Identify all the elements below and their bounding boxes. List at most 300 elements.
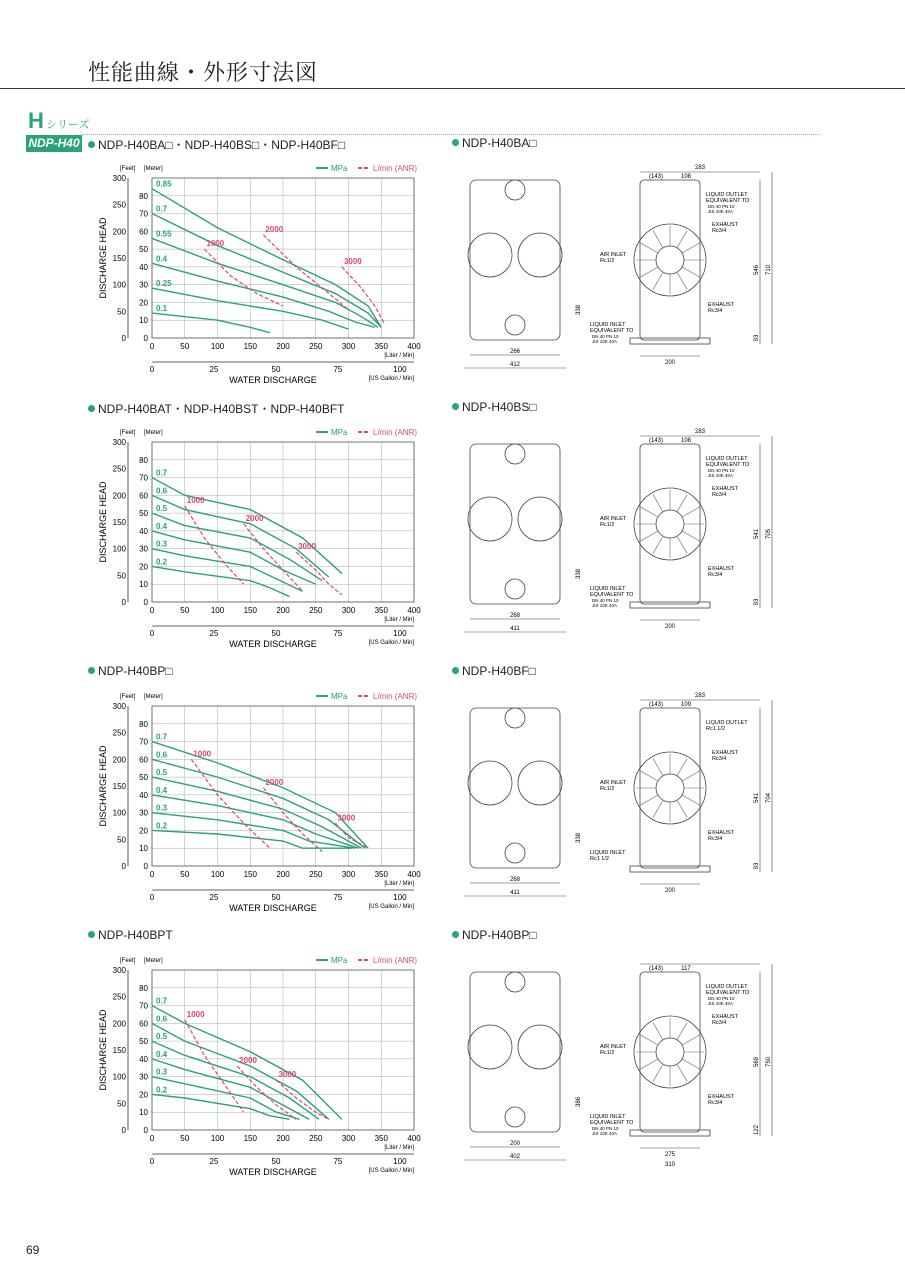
front-dim-label: 266 bbox=[509, 349, 521, 355]
legend-flow-label: L/min (ANR) bbox=[373, 956, 418, 965]
feet-tick-label: 100 bbox=[112, 280, 126, 290]
front-dim-label: 411 bbox=[510, 626, 520, 632]
gallon-tick-label: 50 bbox=[271, 893, 281, 902]
callout-label: DN 40 PN 10 bbox=[592, 334, 619, 339]
meter-tick-label: 30 bbox=[139, 280, 148, 290]
liter-tick-label: 250 bbox=[309, 870, 323, 879]
feet-tick-label: 300 bbox=[112, 174, 126, 183]
meter-tick-label: 50 bbox=[139, 509, 148, 519]
chamber-rib bbox=[653, 231, 663, 248]
front-dim-label: 402 bbox=[509, 1154, 521, 1160]
chamber-rib bbox=[653, 759, 663, 776]
mpa-curve-label: 0.5 bbox=[156, 504, 168, 514]
mpa-curve-label: 0.4 bbox=[156, 785, 168, 795]
callout-label: JIS 10K 40A bbox=[708, 473, 734, 478]
meter-tick-label: 30 bbox=[139, 808, 148, 818]
mpa-curve-label: 0.1 bbox=[156, 304, 168, 314]
chamber-rib bbox=[653, 800, 663, 817]
meter-tick-label: 20 bbox=[139, 826, 148, 836]
mpa-curve bbox=[152, 566, 290, 596]
mpa-curve-label: 0.55 bbox=[156, 229, 172, 239]
feet-tick-label: 300 bbox=[112, 438, 126, 447]
side-dim-label: 200 bbox=[664, 624, 676, 630]
meter-tick-label: 60 bbox=[139, 1019, 148, 1029]
feet-tick-label: 150 bbox=[112, 254, 126, 263]
chamber-rib bbox=[682, 795, 699, 805]
liter-tick-label: 100 bbox=[210, 1134, 225, 1143]
callout-label: Rc3/4 bbox=[712, 1020, 727, 1026]
side-dim-label: 705 bbox=[766, 528, 772, 540]
x-axis-label: WATER DISCHARGE bbox=[229, 375, 317, 385]
gallon-tick-label: 25 bbox=[209, 1157, 219, 1166]
meter-tick-label: 40 bbox=[139, 790, 148, 800]
liter-tick-label: 100 bbox=[210, 342, 225, 351]
meter-tick-label: 80 bbox=[139, 455, 148, 465]
liter-tick-label: 0 bbox=[149, 342, 155, 351]
gallon-tick-label: 100 bbox=[393, 893, 407, 902]
feet-tick-label: 100 bbox=[112, 1072, 126, 1082]
chart-title-4 bbox=[88, 928, 173, 942]
performance-chart-4 bbox=[94, 950, 424, 1178]
mpa-curve-label: 0.6 bbox=[156, 486, 168, 496]
feet-tick-label: 100 bbox=[112, 808, 126, 818]
chamber-rib bbox=[653, 1023, 663, 1040]
flow-line-label: 3000 bbox=[343, 256, 362, 266]
gallon-tick-label: 100 bbox=[393, 365, 407, 374]
liter-tick-label: 150 bbox=[243, 342, 257, 351]
feet-tick-label: 300 bbox=[112, 966, 126, 975]
chamber-rib bbox=[653, 272, 663, 289]
callout-label: Rc1/2 bbox=[600, 786, 615, 792]
chamber-rib bbox=[653, 536, 663, 553]
meter-tick-label: 0 bbox=[143, 334, 148, 343]
side-dim-label: 93 bbox=[754, 862, 760, 870]
chamber-rib bbox=[641, 531, 658, 541]
meter-tick-label: 20 bbox=[139, 1090, 148, 1100]
liter-tick-label: 0 bbox=[149, 1134, 155, 1143]
page-number: 69 bbox=[26, 1243, 40, 1257]
chamber-rib bbox=[653, 1064, 663, 1081]
chart-title-text: NDP-H40BA□・NDP-H40BS□・NDP-H40BF□ bbox=[98, 138, 346, 152]
dimension-drawing-1 bbox=[460, 160, 790, 390]
front-dim-label: 268 bbox=[509, 613, 521, 619]
base-plate bbox=[630, 338, 710, 344]
side-dim-label: 108 bbox=[680, 438, 692, 444]
liter-unit-label: [Liter / Min] bbox=[384, 353, 414, 359]
meter-tick-label: 10 bbox=[139, 844, 148, 854]
air-chamber-hub bbox=[656, 246, 684, 274]
callout-label: LIQUID INLET bbox=[590, 322, 626, 328]
dimension-drawing-2 bbox=[460, 424, 790, 654]
feet-unit-label: [Feet] bbox=[120, 430, 136, 436]
side-dim-label: (143) bbox=[648, 702, 664, 708]
flow-line-label: 2000 bbox=[239, 1056, 257, 1065]
side-dim-label: 386 bbox=[576, 1096, 582, 1108]
gallon-tick-label: 50 bbox=[271, 1157, 281, 1166]
flow-line bbox=[296, 552, 342, 595]
feet-unit-label: [Feet] bbox=[120, 694, 136, 700]
feet-tick-label: 200 bbox=[112, 1019, 126, 1029]
front-dim-label: 268 bbox=[509, 877, 521, 883]
gallon-tick-label: 75 bbox=[333, 629, 343, 638]
meter-tick-label: 70 bbox=[139, 737, 148, 747]
mpa-curve-label: 0.2 bbox=[156, 1085, 168, 1095]
gallon-tick-label: 25 bbox=[209, 629, 219, 638]
drawing-title-text: NDP-H40BS□ bbox=[462, 400, 537, 414]
mpa-curve-label: 0.2 bbox=[156, 557, 168, 567]
liter-tick-label: 150 bbox=[243, 606, 257, 615]
side-dim-label: 310 bbox=[664, 1162, 676, 1168]
liter-tick-label: 300 bbox=[341, 1134, 356, 1143]
mpa-curve-label: 0.3 bbox=[156, 1067, 168, 1077]
feet-tick-label: 150 bbox=[112, 1046, 126, 1055]
feet-tick-label: 150 bbox=[112, 518, 126, 527]
meter-tick-label: 50 bbox=[139, 1037, 148, 1047]
mpa-curve-label: 0.85 bbox=[156, 179, 172, 189]
mpa-curve-label: 0.4 bbox=[156, 521, 168, 531]
liter-tick-label: 250 bbox=[309, 1134, 323, 1143]
mpa-curve-label: 0.3 bbox=[156, 539, 168, 549]
chamber-rib bbox=[682, 267, 699, 277]
mpa-curve bbox=[152, 313, 270, 333]
callout-label: EXHAUST bbox=[708, 1094, 734, 1100]
liter-tick-label: 200 bbox=[276, 606, 290, 615]
flow-line bbox=[276, 1080, 328, 1119]
liter-tick-label: 400 bbox=[407, 1134, 421, 1143]
callout-label: EXHAUST bbox=[708, 302, 734, 308]
feet-tick-label: 50 bbox=[117, 1099, 126, 1109]
meter-tick-label: 30 bbox=[139, 544, 148, 554]
callout-label: AIR INLET bbox=[600, 780, 627, 786]
bullet-icon bbox=[88, 405, 95, 412]
meter-tick-label: 80 bbox=[139, 191, 148, 201]
callout-label: Rc1 1/2 bbox=[706, 726, 725, 732]
feet-tick-label: 0 bbox=[121, 334, 126, 343]
chamber-rib bbox=[682, 1059, 699, 1069]
mpa-curve-label: 0.7 bbox=[156, 468, 168, 478]
side-dim-label: 541 bbox=[754, 528, 760, 540]
callout-label: Rc3/4 bbox=[708, 1100, 723, 1106]
page-title: 性能曲線・外形寸法図 bbox=[88, 61, 319, 86]
meter-unit-label: [Meter] bbox=[144, 166, 163, 172]
chamber-rib bbox=[677, 759, 687, 776]
meter-tick-label: 70 bbox=[139, 1001, 148, 1011]
front-dim-label: 411 bbox=[510, 890, 520, 896]
feet-tick-label: 200 bbox=[112, 491, 126, 501]
mpa-curve-label: 0.7 bbox=[156, 204, 168, 214]
feet-tick-label: 250 bbox=[112, 464, 126, 474]
diaphragm-left bbox=[468, 761, 512, 805]
mpa-curve bbox=[152, 795, 358, 848]
meter-tick-label: 70 bbox=[139, 473, 148, 483]
callout-label: Rc1/2 bbox=[600, 522, 615, 528]
meter-tick-label: 30 bbox=[139, 1072, 148, 1082]
callout-label: DN 40 PN 10 bbox=[592, 1126, 619, 1131]
liter-tick-label: 200 bbox=[276, 870, 290, 879]
liter-tick-label: 50 bbox=[180, 1134, 190, 1143]
feet-tick-label: 200 bbox=[112, 227, 126, 237]
liter-tick-label: 100 bbox=[210, 606, 225, 615]
feet-tick-label: 50 bbox=[117, 307, 126, 317]
callout-label: DN 40 PN 10 bbox=[708, 996, 735, 1001]
diaphragm-left bbox=[468, 497, 512, 541]
outlet-flange bbox=[505, 972, 525, 992]
gallon-unit-label: [US Gallon / Min] bbox=[368, 904, 414, 910]
callout-label: Rc1 1/2 bbox=[590, 856, 609, 862]
diaphragm-left bbox=[468, 1025, 512, 1069]
performance-chart-3 bbox=[94, 686, 424, 914]
drawing-title-4 bbox=[452, 928, 537, 942]
gallon-tick-label: 25 bbox=[209, 893, 219, 902]
callout-label: LIQUID INLET bbox=[590, 1114, 626, 1120]
legend-mpa-label: MPa bbox=[331, 164, 348, 173]
outlet-flange bbox=[505, 444, 525, 464]
bullet-icon bbox=[452, 931, 459, 938]
chamber-rib bbox=[677, 231, 687, 248]
chamber-rib bbox=[682, 771, 699, 781]
performance-chart-2 bbox=[94, 422, 424, 650]
gallon-tick-label: 100 bbox=[393, 629, 407, 638]
x-axis-label: WATER DISCHARGE bbox=[229, 903, 317, 913]
chamber-rib bbox=[682, 1035, 699, 1045]
callout-label: EXHAUST bbox=[712, 1014, 738, 1020]
dimension-drawing-3 bbox=[460, 688, 790, 918]
chart-title-text: NDP-H40BP□ bbox=[98, 664, 173, 678]
legend-mpa-label: MPa bbox=[331, 428, 348, 437]
meter-tick-label: 10 bbox=[139, 316, 148, 326]
chamber-rib bbox=[641, 1059, 658, 1069]
bullet-icon bbox=[88, 667, 95, 674]
legend-flow-label: L/min (ANR) bbox=[373, 692, 418, 701]
feet-tick-label: 100 bbox=[112, 544, 126, 554]
gallon-tick-label: 75 bbox=[333, 365, 343, 374]
meter-tick-label: 80 bbox=[139, 719, 148, 729]
bullet-icon bbox=[452, 139, 459, 146]
air-chamber-hub bbox=[656, 774, 684, 802]
callout-label: Rc3/4 bbox=[712, 228, 727, 234]
feet-unit-label: [Feet] bbox=[120, 958, 136, 964]
callout-label: EXHAUST bbox=[708, 566, 734, 572]
base-plate bbox=[630, 602, 710, 608]
liter-tick-label: 400 bbox=[407, 606, 421, 615]
dimension-drawing-4 bbox=[460, 952, 790, 1182]
side-dim-label: 283 bbox=[694, 693, 706, 699]
callout-label: LIQUID OUTLET bbox=[706, 720, 748, 726]
chamber-rib bbox=[677, 536, 687, 553]
mpa-curve-label: 0.5 bbox=[156, 1032, 168, 1042]
liter-tick-label: 200 bbox=[276, 342, 290, 351]
callout-label: LIQUID OUTLET bbox=[706, 192, 748, 198]
liter-tick-label: 50 bbox=[180, 342, 190, 351]
pump-front-body bbox=[470, 444, 560, 604]
side-dim-label: 108 bbox=[680, 174, 692, 180]
liter-tick-label: 50 bbox=[180, 606, 190, 615]
callout-label: JIS 10K 40A bbox=[592, 1131, 618, 1136]
flow-line-label: 1000 bbox=[186, 496, 205, 505]
bullet-icon bbox=[88, 141, 95, 148]
chart-title-text: NDP-H40BAT・NDP-H40BST・NDP-H40BFT bbox=[98, 402, 345, 416]
meter-tick-label: 10 bbox=[139, 580, 148, 590]
diaphragm-right bbox=[518, 1025, 562, 1069]
gallon-unit-label: [US Gallon / Min] bbox=[368, 376, 414, 382]
mpa-curve-label: 0.6 bbox=[156, 750, 168, 760]
callout-label: EQUIVALENT TO bbox=[590, 592, 634, 598]
inlet-flange bbox=[505, 1107, 525, 1127]
callout-label: DN 40 PN 10 bbox=[708, 468, 735, 473]
inlet-flange bbox=[505, 579, 525, 599]
feet-tick-label: 0 bbox=[121, 598, 126, 607]
callout-label: JIS 10K 40A bbox=[708, 209, 734, 214]
callout-label: Rc3/4 bbox=[708, 572, 723, 578]
mpa-curve bbox=[152, 478, 342, 574]
outlet-flange bbox=[505, 708, 525, 728]
liter-tick-label: 350 bbox=[374, 342, 388, 351]
diaphragm-right bbox=[518, 233, 562, 277]
liter-unit-label: [Liter / Min] bbox=[384, 1145, 414, 1151]
outlet-flange bbox=[505, 180, 525, 200]
pump-front-body bbox=[470, 972, 560, 1132]
feet-tick-label: 250 bbox=[112, 200, 126, 210]
flow-line-label: 2000 bbox=[265, 224, 284, 234]
meter-tick-label: 0 bbox=[143, 598, 148, 607]
chamber-rib bbox=[641, 795, 658, 805]
callout-label: EXHAUST bbox=[712, 486, 738, 492]
series-suffix: シリーズ bbox=[46, 118, 90, 131]
liter-tick-label: 300 bbox=[341, 342, 356, 351]
meter-tick-label: 50 bbox=[139, 773, 148, 783]
callout-label: EQUIVALENT TO bbox=[706, 198, 750, 204]
callout-label: Rc3/4 bbox=[712, 756, 727, 762]
drawing-title-text: NDP-H40BF□ bbox=[462, 664, 536, 678]
liter-tick-label: 0 bbox=[149, 606, 155, 615]
side-dim-label: 541 bbox=[754, 792, 760, 804]
liter-tick-label: 250 bbox=[309, 342, 323, 351]
flow-line-label: 1000 bbox=[193, 749, 212, 759]
meter-unit-label: [Meter] bbox=[144, 430, 163, 436]
feet-tick-label: 0 bbox=[121, 1126, 126, 1135]
meter-tick-label: 80 bbox=[139, 983, 148, 993]
chamber-rib bbox=[677, 272, 687, 289]
mpa-curve-label: 0.4 bbox=[156, 254, 168, 264]
callout-label: Rc3/4 bbox=[712, 492, 727, 498]
callout-label: DN 40 PN 10 bbox=[592, 598, 619, 603]
liter-tick-label: 50 bbox=[180, 870, 190, 879]
callout-label: EQUIVALENT TO bbox=[590, 1120, 634, 1126]
pump-front-body bbox=[470, 180, 560, 340]
callout-label: LIQUID OUTLET bbox=[706, 984, 748, 990]
callout-label: EXHAUST bbox=[712, 750, 738, 756]
meter-tick-label: 0 bbox=[143, 1126, 148, 1135]
callout-label: EQUIVALENT TO bbox=[706, 990, 750, 996]
callout-label: EXHAUST bbox=[708, 830, 734, 836]
chart-title-2 bbox=[88, 400, 345, 417]
flow-line-label: 2000 bbox=[265, 777, 284, 787]
callout-label: JIS 10K 40A bbox=[708, 1001, 734, 1006]
chamber-rib bbox=[641, 267, 658, 277]
callout-label: LIQUID OUTLET bbox=[706, 456, 748, 462]
chamber-rib bbox=[641, 771, 658, 781]
flow-line bbox=[335, 823, 368, 848]
drawing-title-1 bbox=[452, 136, 537, 150]
meter-tick-label: 50 bbox=[139, 245, 148, 255]
mpa-curve bbox=[152, 759, 365, 848]
side-dim-label: 93 bbox=[754, 598, 760, 606]
y-axis-label: DISCHARGE HEAD bbox=[98, 745, 108, 827]
feet-tick-label: 250 bbox=[112, 992, 126, 1002]
side-dim-label: 283 bbox=[694, 165, 706, 171]
mpa-curve-label: 0.3 bbox=[156, 803, 168, 813]
series-letter: H bbox=[28, 108, 44, 133]
side-dim-label: 546 bbox=[754, 264, 760, 276]
flow-line-label: 2000 bbox=[245, 513, 264, 523]
y-axis-label: DISCHARGE HEAD bbox=[98, 217, 108, 299]
drawing-title-2 bbox=[452, 400, 537, 414]
side-dim-label: 117 bbox=[681, 966, 691, 972]
callout-label: AIR INLET bbox=[600, 252, 627, 258]
meter-tick-label: 10 bbox=[139, 1108, 148, 1118]
meter-tick-label: 20 bbox=[139, 298, 148, 308]
side-dim-label: 704 bbox=[766, 792, 772, 804]
chamber-rib bbox=[641, 243, 658, 253]
flow-line-label: 3000 bbox=[337, 813, 356, 823]
side-dim-label: 710 bbox=[766, 264, 772, 276]
callout-label: EQUIVALENT TO bbox=[590, 328, 634, 334]
legend-flow-label: L/min (ANR) bbox=[373, 428, 418, 437]
liter-tick-label: 350 bbox=[374, 606, 388, 615]
liter-tick-label: 100 bbox=[210, 870, 225, 879]
gallon-tick-label: 50 bbox=[271, 629, 281, 638]
feet-tick-label: 200 bbox=[112, 755, 126, 765]
feet-tick-label: 300 bbox=[112, 702, 126, 711]
side-dim-label: 122 bbox=[754, 1124, 760, 1136]
liter-tick-label: 400 bbox=[407, 870, 421, 879]
callout-label: Rc1/2 bbox=[600, 1050, 615, 1056]
feet-tick-label: 50 bbox=[117, 571, 126, 581]
side-dim-label: (143) bbox=[648, 174, 664, 180]
air-chamber-hub bbox=[656, 1038, 684, 1066]
flow-line-label: 1000 bbox=[206, 239, 225, 249]
meter-tick-label: 60 bbox=[139, 227, 148, 237]
flow-line-label: 1000 bbox=[186, 1009, 205, 1019]
y-axis-label: DISCHARGE HEAD bbox=[98, 1009, 108, 1091]
inlet-flange bbox=[505, 843, 525, 863]
bullet-icon bbox=[452, 403, 459, 410]
feet-tick-label: 150 bbox=[112, 782, 126, 791]
liter-tick-label: 300 bbox=[341, 870, 356, 879]
diaphragm-right bbox=[518, 497, 562, 541]
mpa-curve bbox=[152, 531, 316, 584]
inlet-flange bbox=[505, 315, 525, 335]
side-dim-label: 338 bbox=[576, 304, 582, 316]
gallon-tick-label: 50 bbox=[271, 365, 281, 374]
side-dim-label: (143) bbox=[648, 438, 664, 444]
chamber-rib bbox=[677, 800, 687, 817]
chamber-rib bbox=[653, 495, 663, 512]
mpa-curve bbox=[152, 1023, 329, 1119]
legend-mpa-label: MPa bbox=[331, 956, 348, 965]
side-dim-label: 283 bbox=[694, 429, 706, 435]
side-dim-label: 200 bbox=[664, 360, 676, 366]
mpa-curve-label: 0.7 bbox=[156, 996, 168, 1006]
meter-tick-label: 40 bbox=[139, 262, 148, 272]
liter-tick-label: 400 bbox=[407, 342, 421, 351]
mpa-curve bbox=[152, 238, 378, 327]
gallon-tick-label: 0 bbox=[149, 365, 155, 374]
liter-tick-label: 350 bbox=[374, 870, 388, 879]
feet-tick-label: 0 bbox=[121, 862, 126, 871]
feet-tick-label: 50 bbox=[117, 835, 126, 845]
chamber-rib bbox=[641, 1035, 658, 1045]
